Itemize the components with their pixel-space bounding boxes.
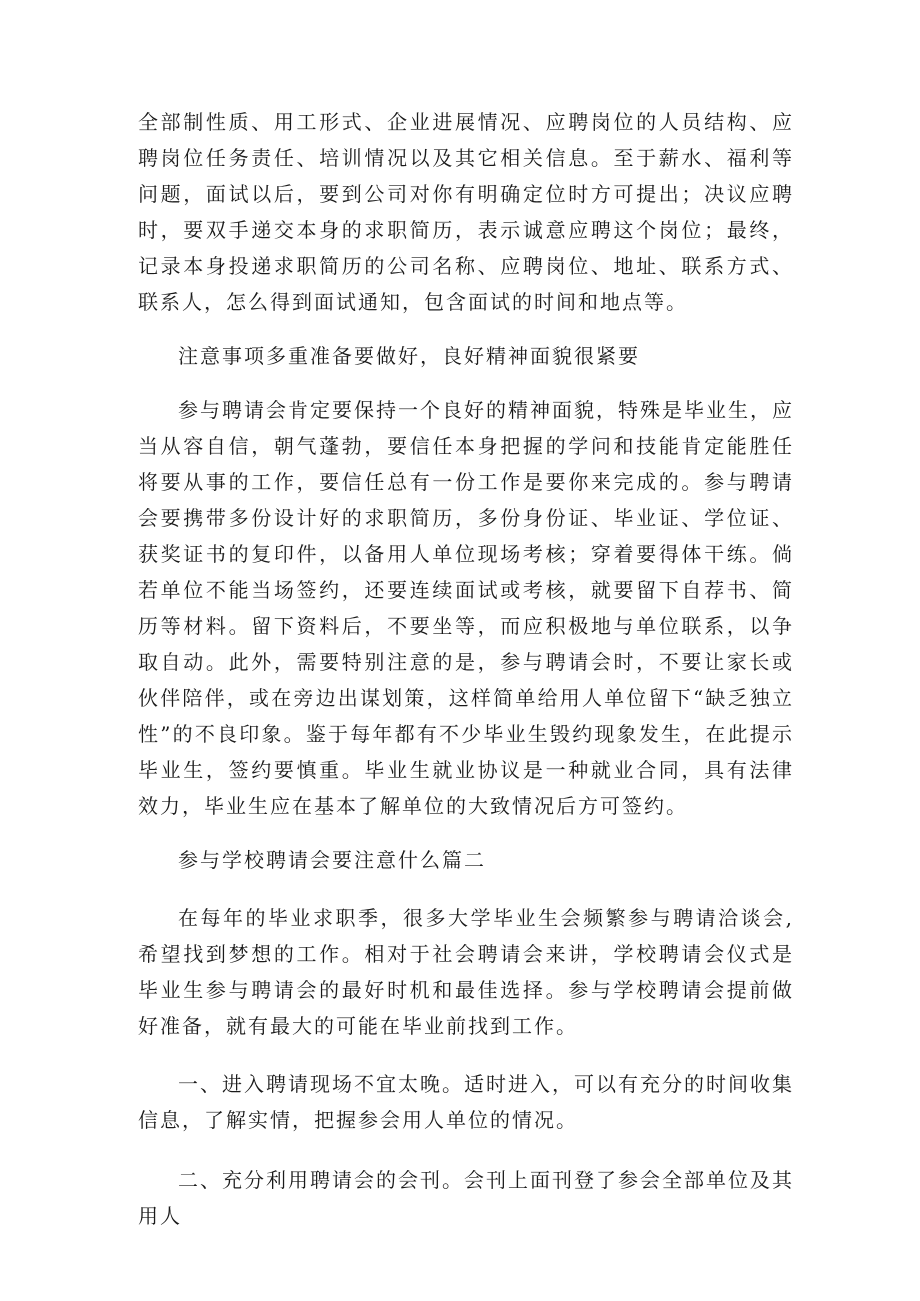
paragraph-appearance: 参与聘请会肯定要保持一个良好的精神面貌，特殊是毕业生，应当从容自信，朝气蓬勃，要信任本身把握的学问和技能肯定能胜任将要从事的工作，要信任总有一份工作是要你来完成的。参与聘请会要携带多份设计好的求职简历，多份身份证、毕业证、学位证、获奖证书的复印件，以备用人单位现场考核；穿着要得体干练。倘若单位不能当场签约，还要连续面试或考核，就要留下自荐书、简历等材料。留下资料后，不要坐等，而应积极地与单位联系，以争取自动。此外，需要特别注意的是，参与聘请会时，不要让家长或伙伴陪伴，或在旁边出谋划策，这样简单给用人单位留下“缺乏独立性”的不良印象。鉴于每年都有不少毕业生毁约现象发生，在此提示毕业生，签约要慎重。毕业生就业协议是一种就业合同，具有法律效力，毕业生应在基本了解单位的大致情况后方可签约。	[138, 398, 794, 818]
section-heading-precautions: 注意事项多重准备要做好，良好精神面貌很紧要	[178, 344, 640, 368]
paragraph-point-two: 二、充分利用聘请会的会刊。会刊上面刊登了参会全部单位及其用人	[138, 1168, 794, 1228]
document-body	[138, 104, 794, 1234]
paragraph-continuation: 全部制性质、用工形式、企业进展情况、应聘岗位的人员结构、应聘岗位任务责任、培训情况以及其它相关信息。至于薪水、福利等问题，面试以后，要到公司对你有明确定位时方可提出；决议应聘时，要双手递交本身的求职简历，表示诚意应聘这个岗位；最终，记录本身投递求职简历的公司名称、应聘岗位、地址、联系方式、联系人，怎么得到面试通知，包含面试的时间和地点等。	[138, 110, 794, 314]
section-heading-part-two: 参与学校聘请会要注意什么篇二	[178, 848, 486, 872]
paragraph-intro-part-two: 在每年的毕业求职季，很多大学毕业生会频繁参与聘请洽谈会,希望找到梦想的工作。相对于社会聘请会来讲，学校聘请会仪式是毕业生参与聘请会的最好时机和最佳选择。参与学校聘请会提前做好准备，就有最大的可能在毕业前找到工作。	[138, 906, 794, 1038]
paragraph-point-one: 一、进入聘请现场不宜太晚。适时进入，可以有充分的时间收集信息，了解实情，把握参会用人单位的情况。	[138, 1072, 794, 1132]
